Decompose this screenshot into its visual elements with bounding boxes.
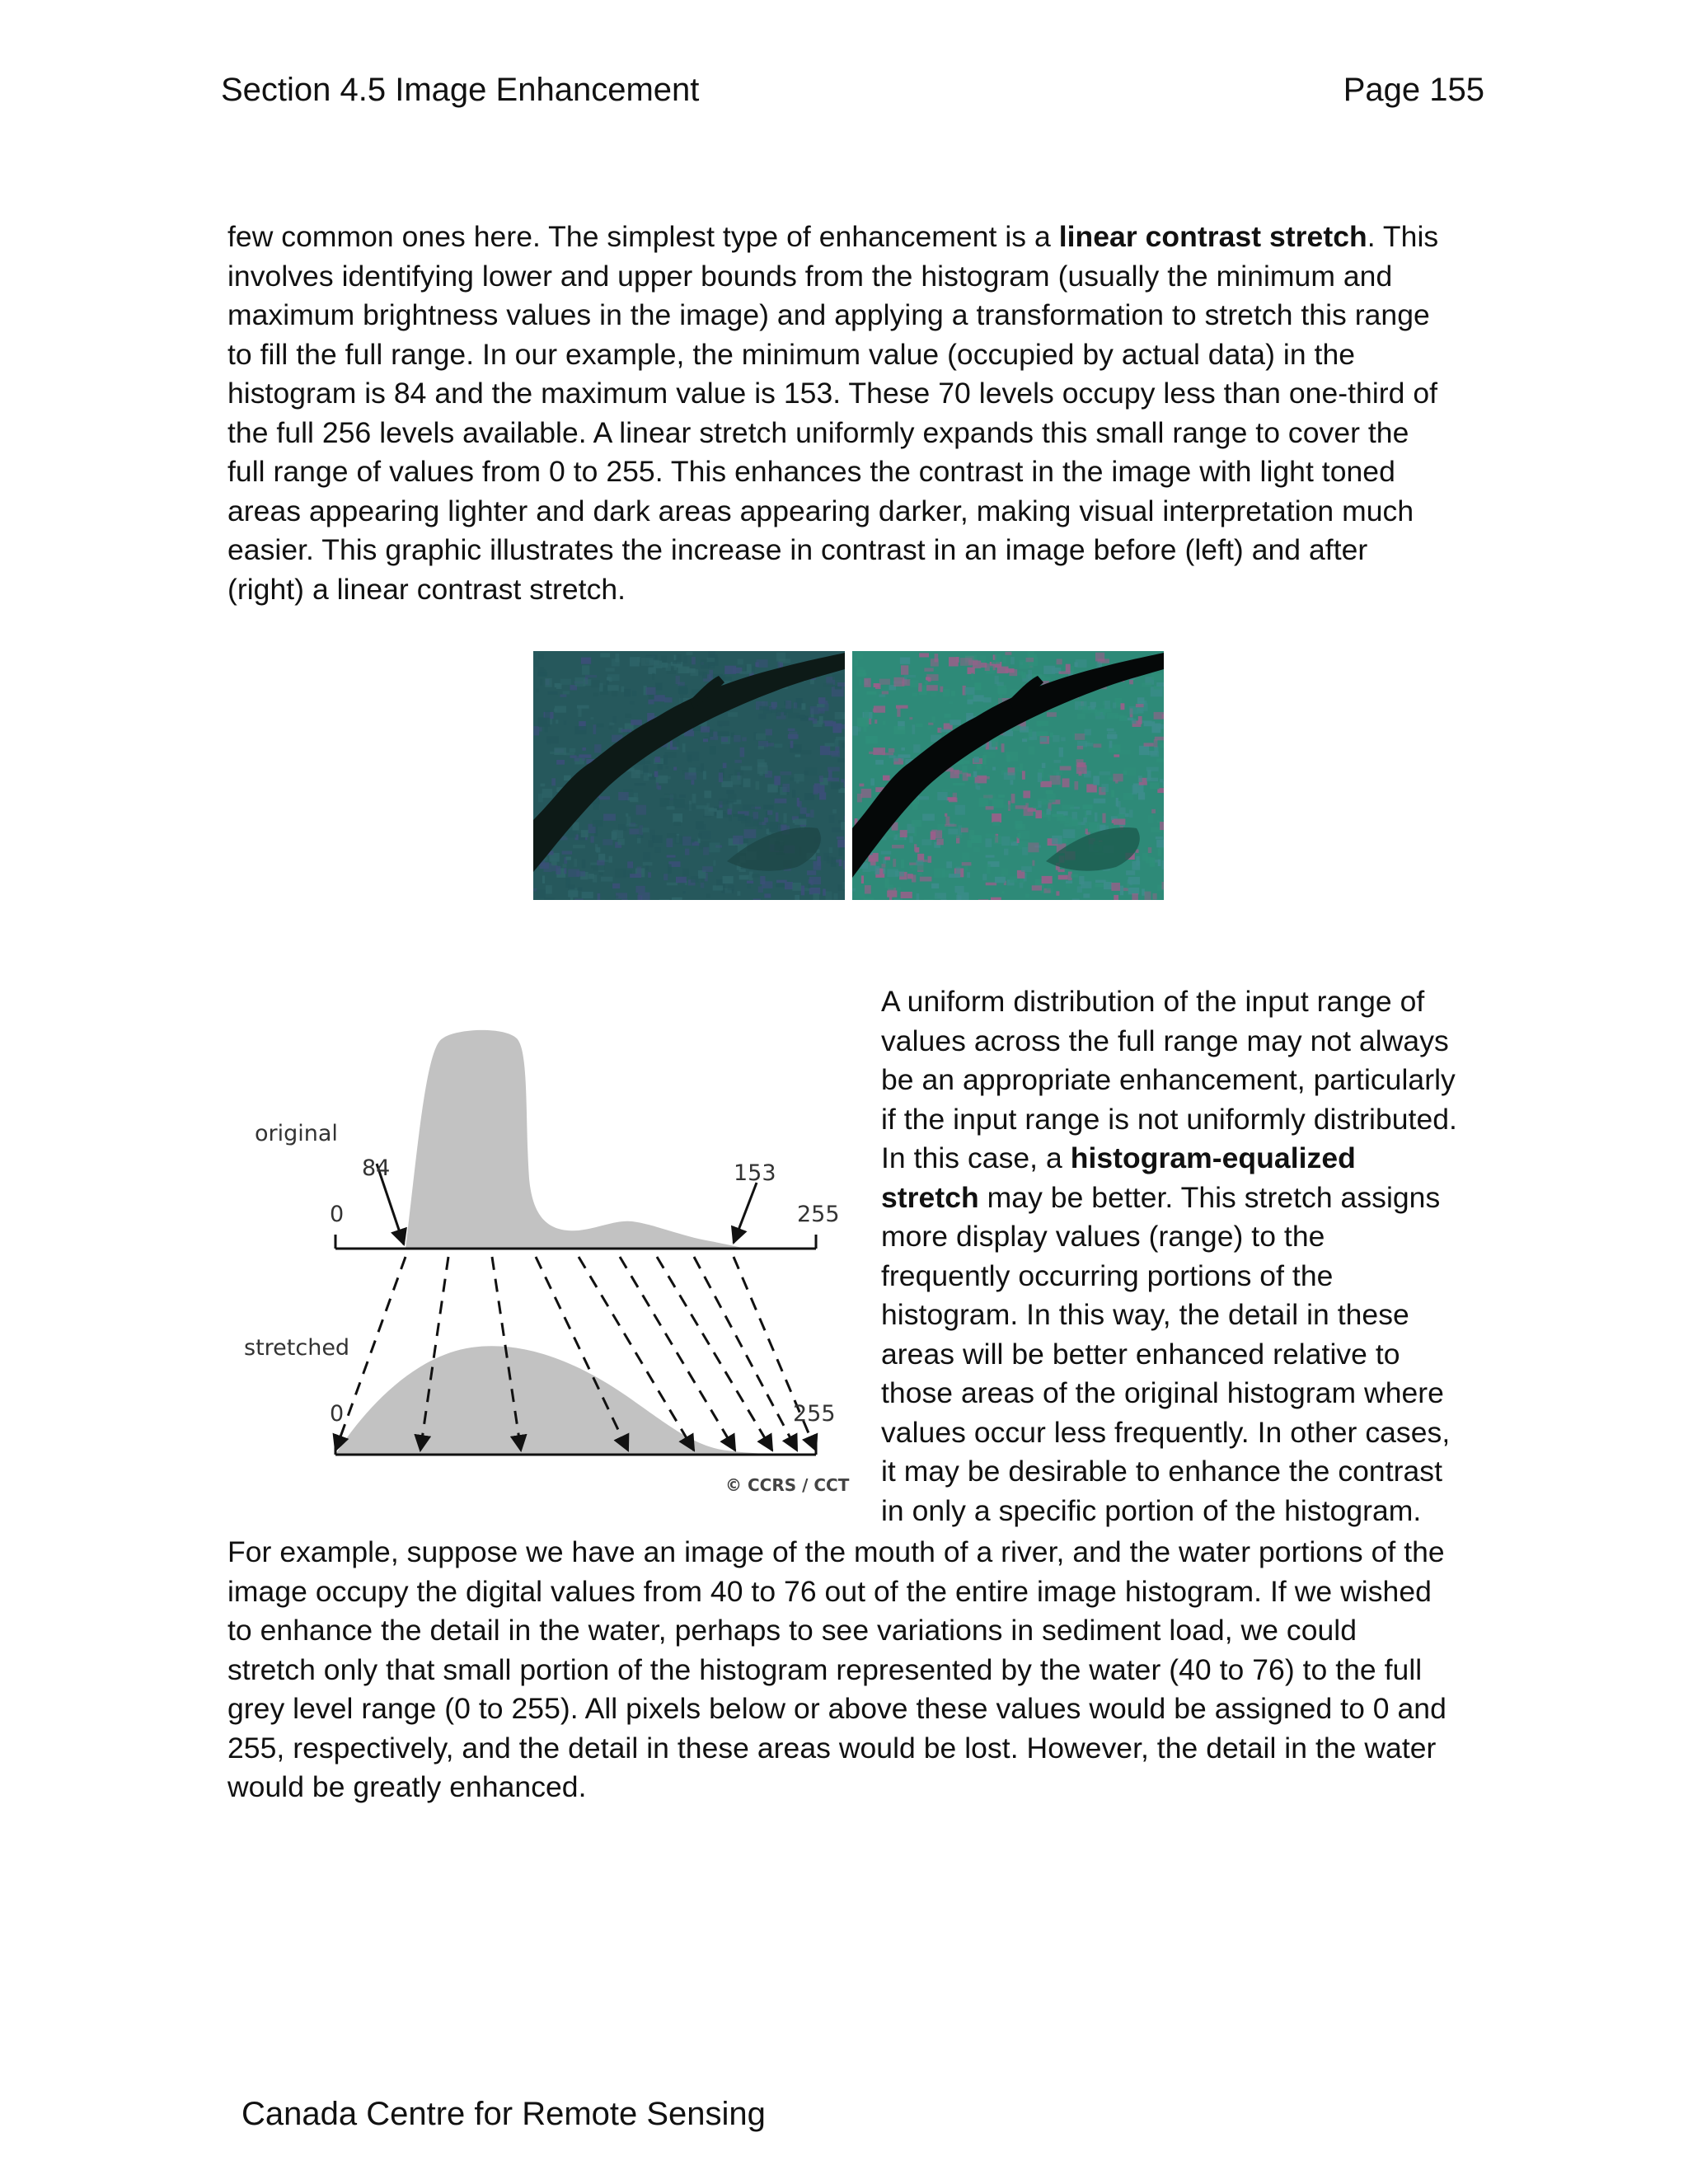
tick-label-0-original: 0 — [330, 1202, 345, 1227]
tick-label-0-stretched: 0 — [330, 1401, 345, 1427]
satellite-image-after-stretch — [852, 651, 1164, 900]
paragraph-linear-stretch — [227, 218, 1480, 609]
paragraph-partial-stretch — [227, 1533, 1480, 1807]
text-line — [227, 218, 1480, 257]
label-stretched: stretched — [244, 1335, 350, 1361]
text-run: . This — [1367, 220, 1439, 253]
text-line: to fill the full range. In our example, the minimum value (occupied by actual data) in the — [227, 337, 1356, 371]
text-line: values occur less frequently. In other cases, — [881, 1415, 1451, 1449]
text-line: values across the full range may not always — [881, 1024, 1449, 1057]
bold-term: linear contrast stretch — [1058, 220, 1367, 253]
stretched-histogram-shape — [335, 1346, 816, 1455]
running-header-section: Section 4.5 Image Enhancement — [221, 72, 700, 108]
text-line: maximum brightness values in the image) and applying a transformation to stretch this range — [227, 298, 1430, 331]
running-header-page-number: Page 155 — [1343, 72, 1484, 108]
text-line — [881, 1179, 1507, 1218]
text-line: it may be desirable to enhance the contrast — [881, 1455, 1443, 1488]
text-line: involves identifying lower and upper bounds from the histogram (usually the minimum and — [227, 259, 1393, 293]
text-run: few common ones here. The simplest type of enhancement is a — [227, 220, 1059, 253]
page-footer: Canada Centre for Remote Sensing — [241, 2096, 766, 2132]
mapping-arrow — [657, 1257, 772, 1451]
text-line: in only a specific portion of the histogram. — [881, 1493, 1422, 1527]
text-line: stretch only that small portion of the histogram represented by the water (40 to 76) to the full — [227, 1652, 1423, 1686]
label-original: original — [255, 1121, 338, 1146]
text-run: may be better. This stretch assigns — [978, 1180, 1441, 1214]
text-line: easier. This graphic illustrates the increase in contrast in an image before (left) and after — [227, 533, 1368, 566]
tick-label-84: 84 — [362, 1155, 391, 1181]
text-line: A uniform distribution of the input range of — [881, 985, 1425, 1018]
text-line: frequently occurring portions of the — [881, 1258, 1334, 1292]
text-line: be an appropriate enhancement, particularly — [881, 1063, 1456, 1096]
text-line: grey level range (0 to 255). All pixels below or above these values would be assigned to 0 and — [227, 1692, 1447, 1725]
tick-label-255-stretched: 255 — [793, 1401, 836, 1427]
text-line: areas will be better enhanced relative to — [881, 1337, 1400, 1371]
text-line: histogram. In this way, the detail in these — [881, 1298, 1409, 1331]
tick-label-255-original: 255 — [797, 1202, 840, 1227]
original-histogram-shape — [406, 1030, 745, 1249]
bold-term: histogram-equalized — [1070, 1141, 1356, 1174]
text-line: the full 256 levels available. A linear stretch uniformly expands this small range to cover the — [227, 415, 1409, 449]
text-line: 255, respectively, and the detail in these areas would be lost. However, the detail in the water — [227, 1731, 1437, 1765]
text-line: if the input range is not uniformly distributed. — [881, 1102, 1457, 1136]
text-line: to enhance the detail in the water, perhaps to see variations in sediment load, we could — [227, 1614, 1357, 1647]
satellite-image-before-stretch — [533, 651, 845, 900]
text-line: (right) a linear contrast stretch. — [227, 572, 626, 606]
text-line — [881, 1139, 1507, 1179]
text-line: more display values (range) to the — [881, 1220, 1325, 1253]
copyright-credit: © CCRS / CCT — [725, 1475, 850, 1495]
histogram-stretch-diagram — [232, 981, 875, 1512]
pointer-153 — [734, 1183, 757, 1243]
text-line: full range of values from 0 to 255. This enhances the contrast in the image with light toned — [227, 455, 1395, 488]
text-line: histogram is 84 and the maximum value is 153. These 70 levels occupy less than one-third of — [227, 377, 1438, 410]
text-line: would be greatly enhanced. — [227, 1770, 587, 1803]
paragraph-histogram-equalized — [881, 982, 1507, 1530]
text-line: For example, suppose we have an image of the mouth of a river, and the water portions of the — [227, 1535, 1445, 1568]
bold-term: stretch — [881, 1180, 979, 1214]
text-run: In this case, a — [881, 1141, 1071, 1174]
text-line: areas appearing lighter and dark areas appearing darker, making visual interpretation much — [227, 494, 1414, 527]
text-line: those areas of the original histogram where — [881, 1376, 1444, 1409]
text-line: image occupy the digital values from 40 to 76 out of the entire image histogram. If we wished — [227, 1574, 1432, 1608]
tick-label-153: 153 — [734, 1160, 776, 1186]
